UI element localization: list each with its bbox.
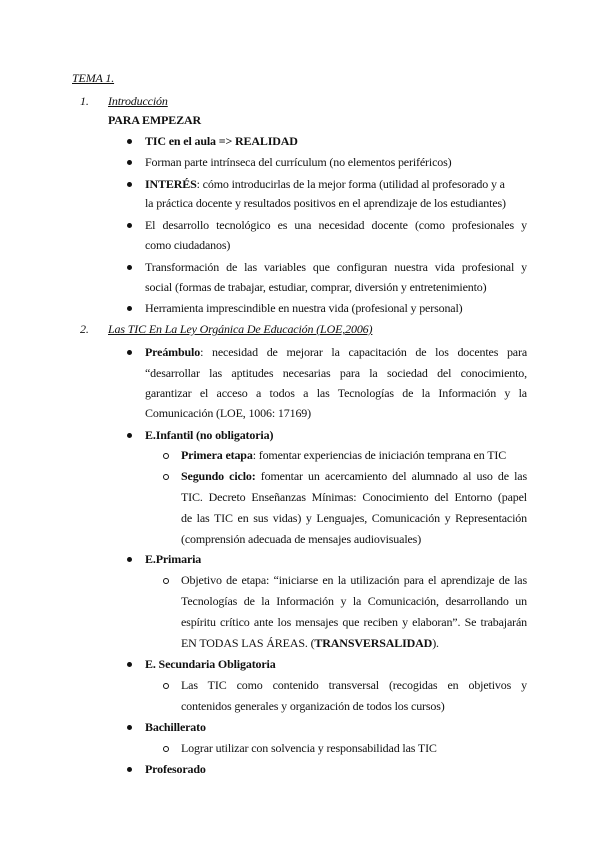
bullet-icon (127, 182, 132, 187)
bullet-herramienta: Herramienta imprescindible en nuestra vida (profesional y personal) (145, 301, 463, 315)
preambulo-line3: garantizar el acceso a todos a las Tecnologías de la Información y la (145, 386, 527, 400)
bullet-icon (127, 265, 132, 270)
eso-line1: Las TIC como contenido transversal (recogidas en objetivos y (181, 678, 527, 692)
primaria-line4 (181, 636, 439, 650)
bullet-icon (127, 139, 132, 144)
eso-line2: contenidos generales y organización de todos los cursos) (181, 699, 445, 713)
section-1-subtitle: PARA EMPEZAR (108, 113, 201, 127)
bullet-icon (127, 662, 132, 667)
primera-etapa-text: : fomentar experiencias de iniciación temprana en TIC (252, 448, 507, 462)
bullet-interes-line1 (145, 177, 527, 191)
tema-title: TEMA 1. (72, 71, 115, 85)
bullet-icon (127, 433, 132, 438)
interes-text: : cómo introducirlas de la mejor forma (utilidad al profesorado y a (196, 177, 505, 191)
sub-bullet-icon (163, 746, 169, 752)
primera-etapa-label: Primera etapa (181, 448, 253, 462)
transversalidad: TRANSVERSALIDAD (314, 636, 433, 650)
bullet-desarrollo-line2: como ciudadanos) (145, 238, 231, 252)
bullet-icon (127, 160, 132, 165)
bullet-icon (127, 306, 132, 311)
primaria-line1: Objetivo de etapa: “iniciarse en la utilización para el aprendizaje de las (181, 573, 527, 587)
bullet-icon (127, 350, 132, 355)
segundo-ciclo-label: Segundo ciclo: (181, 469, 256, 483)
bullet-icon (127, 725, 132, 730)
bullet-transformacion-line2: social (formas de trabajar, estudiar, comprar, diversión y entretenimiento) (145, 280, 487, 294)
section-1-title: Introducción (108, 94, 168, 108)
bullet-desarrollo-line1: El desarrollo tecnológico es una necesidad docente (como profesionales y (145, 218, 527, 232)
primaria-line2: Tecnologías de la Información y la Comunicación, desarrollando un (181, 594, 527, 608)
bachillerato-line1: Lograr utilizar con solvencia y responsabilidad las TIC (181, 741, 437, 755)
primaria-title: E.Primaria (145, 552, 202, 566)
preambulo-line4: Comunicación (LOE, 1006: 17169) (145, 406, 311, 420)
section-2-number: 2. (80, 322, 89, 336)
infantil-title: E.Infantil (no obligatoria) (145, 428, 274, 442)
segundo-ciclo-text: fomentar un acercamiento del alumnado al uso de las (255, 469, 527, 483)
bullet-icon (127, 767, 132, 772)
infantil-primera-etapa (181, 448, 506, 462)
eso-title: E. Secundaria Obligatoria (145, 657, 276, 671)
preambulo-label: Preámbulo (145, 345, 201, 359)
infantil-segundo-ciclo-line3: de las TIC en sus vidas) y Lenguajes, Comunicación y Representación (181, 511, 527, 525)
sub-bullet-icon (163, 683, 169, 689)
section-1-number: 1. (80, 94, 89, 108)
section-2-title: Las TIC En La Ley Orgánica De Educación (LOE,2006) (108, 322, 373, 336)
sub-bullet-icon (163, 453, 169, 459)
profesorado-title: Profesorado (145, 762, 206, 776)
bullet-tic-aula: TIC en el aula => REALIDAD (145, 134, 298, 148)
infantil-segundo-ciclo-line1 (181, 469, 527, 483)
sub-bullet-icon (163, 578, 169, 584)
interes-label: INTERÉS (145, 177, 197, 191)
infantil-segundo-ciclo-line2: TIC. Decreto Enseñanzas Mínimas: Conocimiento del Entorno (papel (181, 490, 527, 504)
infantil-segundo-ciclo-line4: (comprensión adecuada de mensajes audiovisuales) (181, 532, 422, 546)
bullet-icon (127, 557, 132, 562)
primaria-end: ). (432, 636, 439, 650)
primaria-areas: EN TODAS LAS ÁREAS. ( (181, 636, 315, 650)
bullet-curriculum: Forman parte intrínseca del currículum (no elementos periféricos) (145, 155, 452, 169)
preambulo-text: : necesidad de mejorar la capacitación de los docentes para (200, 345, 527, 359)
bullet-icon (127, 223, 132, 228)
bachillerato-title: Bachillerato (145, 720, 206, 734)
primaria-line3: espíritu crítico ante los mensajes que reciben y elaboran”. Se trabajarán (181, 615, 527, 629)
bullet-interes-line2: la práctica docente y resultados positivos en el aprendizaje de los estudiantes) (145, 196, 506, 210)
sub-bullet-icon (163, 474, 169, 480)
bullet-transformacion-line1: Transformación de las variables que configuran nuestra vida profesional y (145, 260, 527, 274)
preambulo-line1 (145, 345, 527, 359)
preambulo-line2: “desarrollar las aptitudes necesarias para la sociedad del conocimiento, (145, 366, 527, 380)
